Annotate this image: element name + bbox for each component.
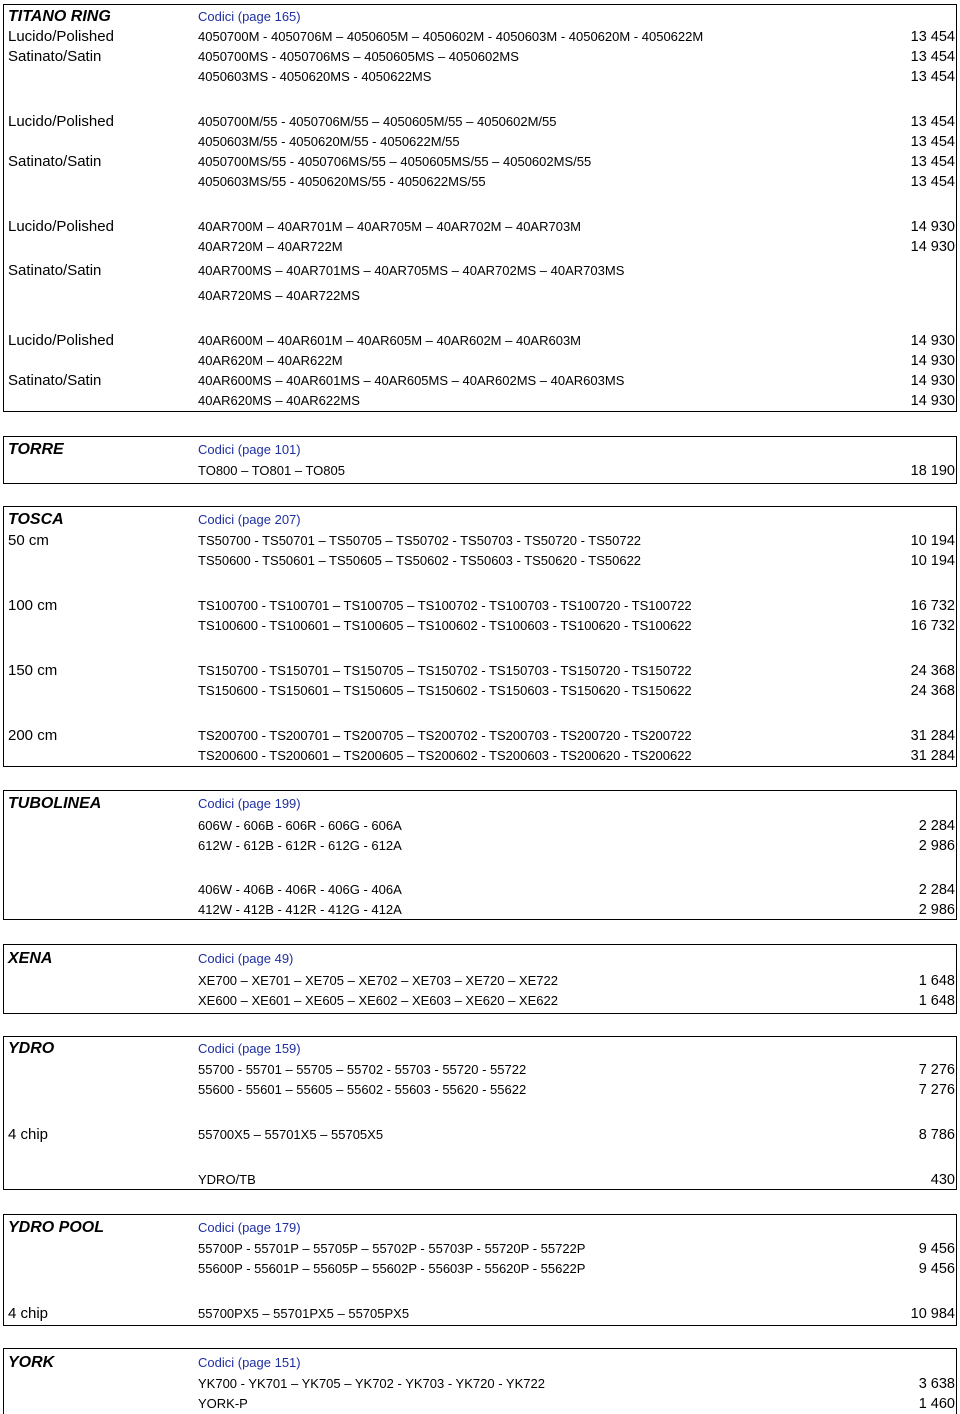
section-header [4,1040,956,1058]
price-row [4,1395,956,1413]
row-price: 2 284 [918,818,955,834]
row-codes: 4050603M/55 - 4050620M/55 - 4050622M/55 [198,134,460,149]
row-price: 1 648 [918,973,955,989]
row-codes: 55600P - 55601P – 55605P – 55602P - 55603P - 55620P - 55622P [198,1261,586,1276]
price-row [4,727,956,745]
row-codes: 412W - 412B - 412R - 412G - 412A [198,902,402,917]
section-ydro-pool [3,1214,957,1326]
section-header [4,1354,956,1372]
row-label: Lucido/Polished [8,113,114,130]
section-xena [3,944,957,1014]
row-codes: 4050700M - 4050706M – 4050605M – 4050602M - 4050603M - 4050620M - 4050622M [198,29,704,44]
row-price: 2 986 [918,902,955,918]
price-row [4,1081,956,1099]
price-row [4,218,956,236]
codici-page-ref: Codici (page 199) [198,796,301,811]
price-row [4,48,956,66]
section-header [4,795,956,813]
row-price: 10 984 [910,1306,955,1322]
price-row [4,352,956,370]
row-codes: TS200600 - TS200601 – TS200605 – TS200602 - TS200603 - TS200620 - TS200622 [198,748,692,763]
row-price: 9 456 [918,1261,955,1277]
row-price: 13 454 [910,174,955,190]
row-price: 8 786 [918,1127,955,1143]
row-price: 16 732 [910,618,955,634]
section-york [3,1348,957,1414]
price-row [4,173,956,191]
row-codes: 55700X5 – 55701X5 – 55705X5 [198,1127,384,1142]
row-label: 100 cm [8,597,58,614]
price-row [4,662,956,680]
row-codes: TS150600 - TS150601 – TS150605 – TS150602 - TS150603 - TS150620 - TS150622 [198,683,692,698]
section-header [4,8,956,26]
price-row [4,238,956,256]
row-codes: 55600 - 55601 – 55605 – 55602 - 55603 - 55620 - 55622 [198,1082,527,1097]
row-codes: TS100600 - TS100601 – TS100605 – TS100602 - TS100603 - TS100620 - TS100622 [198,618,692,633]
row-price: 16 732 [910,598,955,614]
price-row [4,1240,956,1258]
row-label: 200 cm [8,727,58,744]
row-codes: 40AR600MS – 40AR601MS – 40AR605MS – 40AR602MS – 40AR603MS [198,373,625,388]
row-price: 10 194 [910,553,955,569]
row-codes: 40AR620MS – 40AR622MS [198,393,360,408]
row-price: 14 930 [910,373,955,389]
price-row [4,113,956,131]
row-codes: XE700 – XE701 – XE705 – XE702 – XE703 – XE720 – XE722 [198,973,558,988]
price-row [4,972,956,990]
section-title: XENA [8,950,53,967]
price-row [4,597,956,615]
section-title: YORK [8,1354,55,1371]
row-codes: TS100700 - TS100701 – TS100705 – TS100702 - TS100703 - TS100720 - TS100722 [198,598,692,613]
row-codes: 612W - 612B - 612R - 612G - 612A [198,838,402,853]
section-header [4,441,956,459]
row-codes: TS50700 - TS50701 – TS50705 – TS50702 - TS50703 - TS50720 - TS50722 [198,533,642,548]
price-row [4,153,956,171]
row-price: 9 456 [918,1241,955,1257]
row-codes: 40AR620M – 40AR622M [198,353,343,368]
row-codes: YDRO/TB [198,1172,256,1187]
row-price: 31 284 [910,748,955,764]
price-row [4,992,956,1010]
section-title: YDRO POOL [8,1219,105,1236]
section-header [4,1219,956,1237]
price-row [4,287,956,305]
row-label: Satinato/Satin [8,372,102,389]
row-codes: 4050700MS/55 - 4050706MS/55 – 4050605MS/55 – 4050602MS/55 [198,154,592,169]
price-row [4,68,956,86]
row-label: Satinato/Satin [8,153,102,170]
section-header [4,511,956,529]
price-row [4,372,956,390]
row-codes: 606W - 606B - 606R - 606G - 606A [198,818,402,833]
price-row [4,1305,956,1323]
row-codes: 4050603MS - 4050620MS - 4050622MS [198,69,432,84]
row-price: 14 930 [910,219,955,235]
codici-page-ref: Codici (page 151) [198,1355,301,1370]
row-codes: 40AR720MS – 40AR722MS [198,288,360,303]
row-codes: 55700 - 55701 – 55705 – 55702 - 55703 - 55720 - 55722 [198,1062,527,1077]
codici-page-ref: Codici (page 159) [198,1041,301,1056]
price-row [4,262,956,280]
price-row [4,332,956,350]
price-row [4,1260,956,1278]
row-price: 13 454 [910,69,955,85]
row-label: Lucido/Polished [8,218,114,235]
row-price: 13 454 [910,114,955,130]
row-label: Satinato/Satin [8,48,102,65]
row-price: 1 460 [918,1396,955,1412]
row-price: 7 276 [918,1082,955,1098]
section-title: TORRE [8,441,64,458]
section-ydro [3,1036,957,1190]
row-price: 14 930 [910,353,955,369]
row-price: 13 454 [910,29,955,45]
row-price: 7 276 [918,1062,955,1078]
row-price: 2 986 [918,838,955,854]
row-price: 14 930 [910,239,955,255]
price-row [4,532,956,550]
price-row [4,682,956,700]
row-codes: 40AR700M – 40AR701M – 40AR705M – 40AR702M – 40AR703M [198,219,582,234]
row-label: 4 chip [8,1305,49,1322]
row-label: 4 chip [8,1126,49,1143]
price-row [4,28,956,46]
row-codes: TS50600 - TS50601 – TS50605 – TS50602 - TS50603 - TS50620 - TS50622 [198,553,642,568]
price-row [4,133,956,151]
row-price: 3 638 [918,1376,955,1392]
row-codes: 4050700MS - 4050706MS – 4050605MS – 4050602MS [198,49,519,64]
price-row [4,901,956,919]
price-row [4,817,956,835]
codici-page-ref: Codici (page 165) [198,9,301,24]
price-row [4,881,956,899]
codici-page-ref: Codici (page 207) [198,512,301,527]
price-row [4,552,956,570]
section-tosca [3,506,957,767]
row-price: 1 648 [918,993,955,1009]
price-row [4,837,956,855]
price-row [4,1061,956,1079]
section-title: YDRO [8,1040,55,1057]
row-codes: 40AR720M – 40AR722M [198,239,343,254]
price-row [4,462,956,480]
price-row [4,747,956,765]
section-title: TOSCA [8,511,64,528]
row-label: Lucido/Polished [8,332,114,349]
row-codes: TS200700 - TS200701 – TS200705 – TS200702 - TS200703 - TS200720 - TS200722 [198,728,692,743]
row-codes: YK700 - YK701 – YK705 – YK702 - YK703 - YK720 - YK722 [198,1376,545,1391]
row-price: 24 368 [910,663,955,679]
row-price: 2 284 [918,882,955,898]
row-price: 430 [930,1172,955,1188]
price-row [4,392,956,410]
row-codes: 55700P - 55701P – 55705P – 55702P - 55703P - 55720P - 55722P [198,1241,586,1256]
row-codes: 55700PX5 – 55701PX5 – 55705PX5 [198,1306,410,1321]
section-title: TUBOLINEA [8,795,102,812]
section-titano-ring [3,4,957,412]
row-price: 14 930 [910,393,955,409]
row-codes: TO800 – TO801 – TO805 [198,463,345,478]
codici-page-ref: Codici (page 179) [198,1220,301,1235]
row-codes: 40AR700MS – 40AR701MS – 40AR705MS – 40AR702MS – 40AR703MS [198,263,625,278]
row-codes: 40AR600M – 40AR601M – 40AR605M – 40AR602M – 40AR603M [198,333,582,348]
price-row [4,1171,956,1189]
row-price: 13 454 [910,134,955,150]
row-price: 18 190 [910,463,955,479]
codici-page-ref: Codici (page 101) [198,442,301,457]
row-price: 24 368 [910,683,955,699]
row-codes: 4050700M/55 - 4050706M/55 – 4050605M/55 – 4050602M/55 [198,114,557,129]
price-row [4,1126,956,1144]
codici-page-ref: Codici (page 49) [198,951,294,966]
section-header [4,950,956,968]
row-label: 150 cm [8,662,58,679]
row-codes: YORK-P [198,1396,248,1411]
row-label: Lucido/Polished [8,28,114,45]
row-codes: TS150700 - TS150701 – TS150705 – TS150702 - TS150703 - TS150720 - TS150722 [198,663,692,678]
row-codes: 406W - 406B - 406R - 406G - 406A [198,882,402,897]
price-row [4,617,956,635]
row-label: 50 cm [8,532,49,549]
row-price: 13 454 [910,154,955,170]
row-price: 10 194 [910,533,955,549]
row-price: 31 284 [910,728,955,744]
row-price: 14 930 [910,333,955,349]
row-codes: 4050603MS/55 - 4050620MS/55 - 4050622MS/55 [198,174,486,189]
section-tubolinea [3,790,957,920]
section-torre [3,436,957,484]
price-row [4,1375,956,1393]
row-label: Satinato/Satin [8,262,102,279]
row-price: 13 454 [910,49,955,65]
row-codes: XE600 – XE601 – XE605 – XE602 – XE603 – XE620 – XE622 [198,993,558,1008]
section-title: TITANO RING [8,8,111,25]
